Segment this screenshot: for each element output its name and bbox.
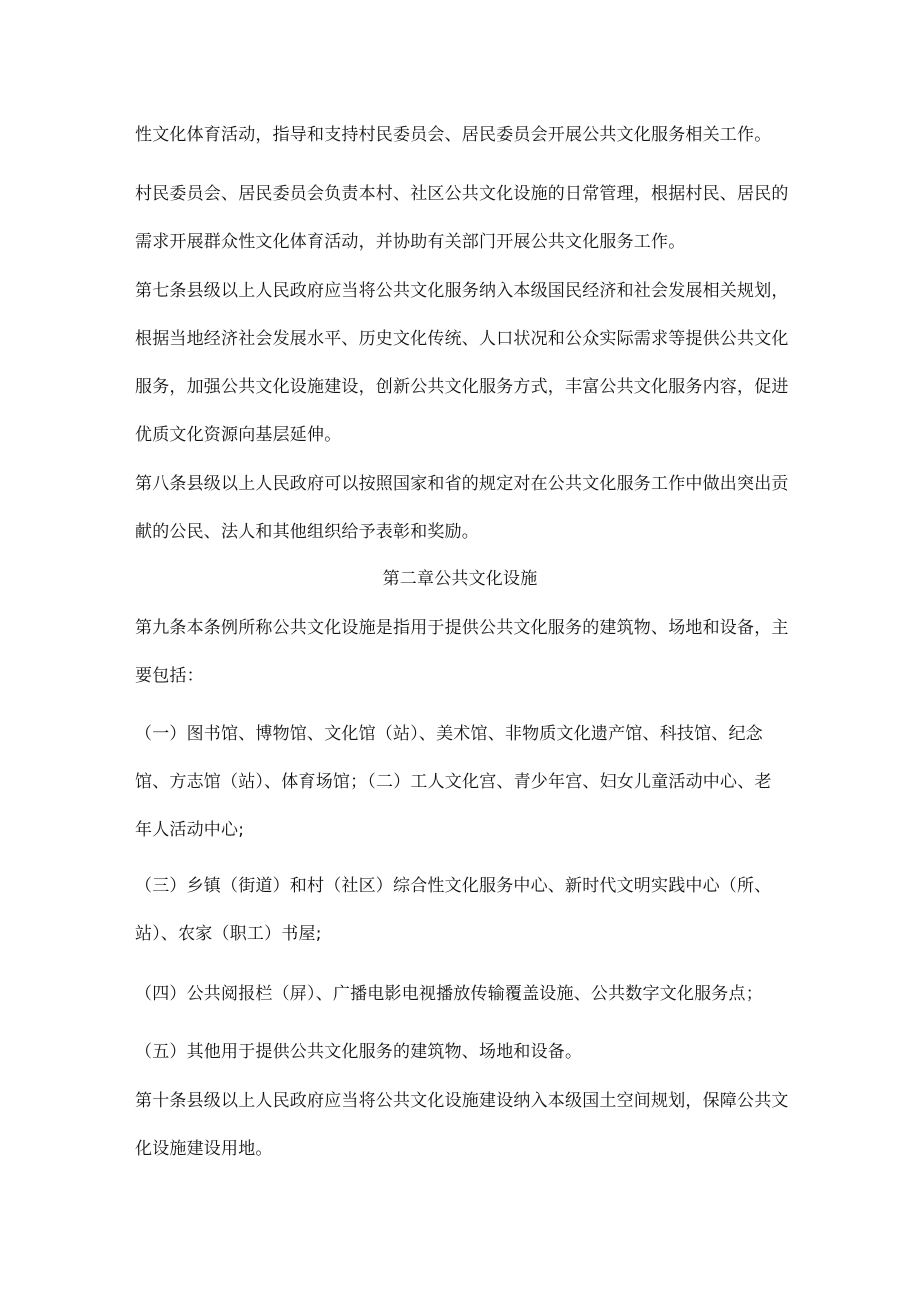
text-line: 需求开展群众性文化体育活动，并协助有关部门开展公共文化服务工作。 bbox=[135, 232, 686, 252]
text-line: 第九条本条例所称公共文化设施是指用于提供公共文化服务的建筑物、场地和设备，主 bbox=[135, 618, 789, 638]
text-line: （一）图书馆、博物馆、文化馆（站）、美术馆、非物质文化遗产馆、科技馆、纪念 bbox=[135, 724, 763, 744]
text-line: 年人活动中心; bbox=[135, 820, 245, 840]
text-line: 馆、方志馆（站）、体育场馆；（二）工人文化宫、青少年宫、妇女儿童活动中心、老 bbox=[135, 772, 772, 792]
text-line: 村民委员会、居民委员会负责本村、社区公共文化设施的日常管理，根据村民、居民的 bbox=[135, 184, 789, 204]
text-line: （三）乡镇（街道）和村（社区）综合性文化服务中心、新时代文明实践中心（所、 bbox=[135, 876, 772, 896]
text-line: 化设施建设用地。 bbox=[135, 1139, 273, 1159]
text-line: 优质文化资源向基层延伸。 bbox=[135, 425, 342, 445]
text-line: （四）公共阅报栏（屏）、广播电影电视播放传输覆盖设施、公共数字文化服务点； bbox=[135, 984, 763, 1004]
text-line: 第七条县级以上人民政府应当将公共文化服务纳入本级国民经济和社会发展相关规划， bbox=[135, 281, 789, 301]
text-line: 第十条县级以上人民政府应当将公共文化设施建设纳入本级国土空间规划，保障公共文 bbox=[135, 1091, 789, 1111]
chapter-heading: 第二章公共文化设施 bbox=[382, 569, 538, 589]
text-line: 性文化体育活动，指导和支持村民委员会、居民委员会开展公共文化服务相关工作。 bbox=[135, 125, 772, 145]
text-line: 第八条县级以上人民政府可以按照国家和省的规定对在公共文化服务工作中做出突出贡 bbox=[135, 474, 789, 494]
text-line: 献的公民、法人和其他组织给予表彰和奖励。 bbox=[135, 522, 479, 542]
text-line: 服务，加强公共文化设施建设，创新公共文化服务方式，丰富公共文化服务内容，促进 bbox=[135, 377, 789, 397]
text-line: （五）其他用于提供公共文化服务的建筑物、场地和设备。 bbox=[135, 1042, 583, 1062]
text-line: 站）、农家（职工）书屋; bbox=[135, 924, 322, 944]
text-line: 根据当地经济社会发展水平、历史文化传统、人口状况和公众实际需求等提供公共文化 bbox=[135, 329, 789, 349]
text-line: 要包括： bbox=[135, 666, 204, 686]
